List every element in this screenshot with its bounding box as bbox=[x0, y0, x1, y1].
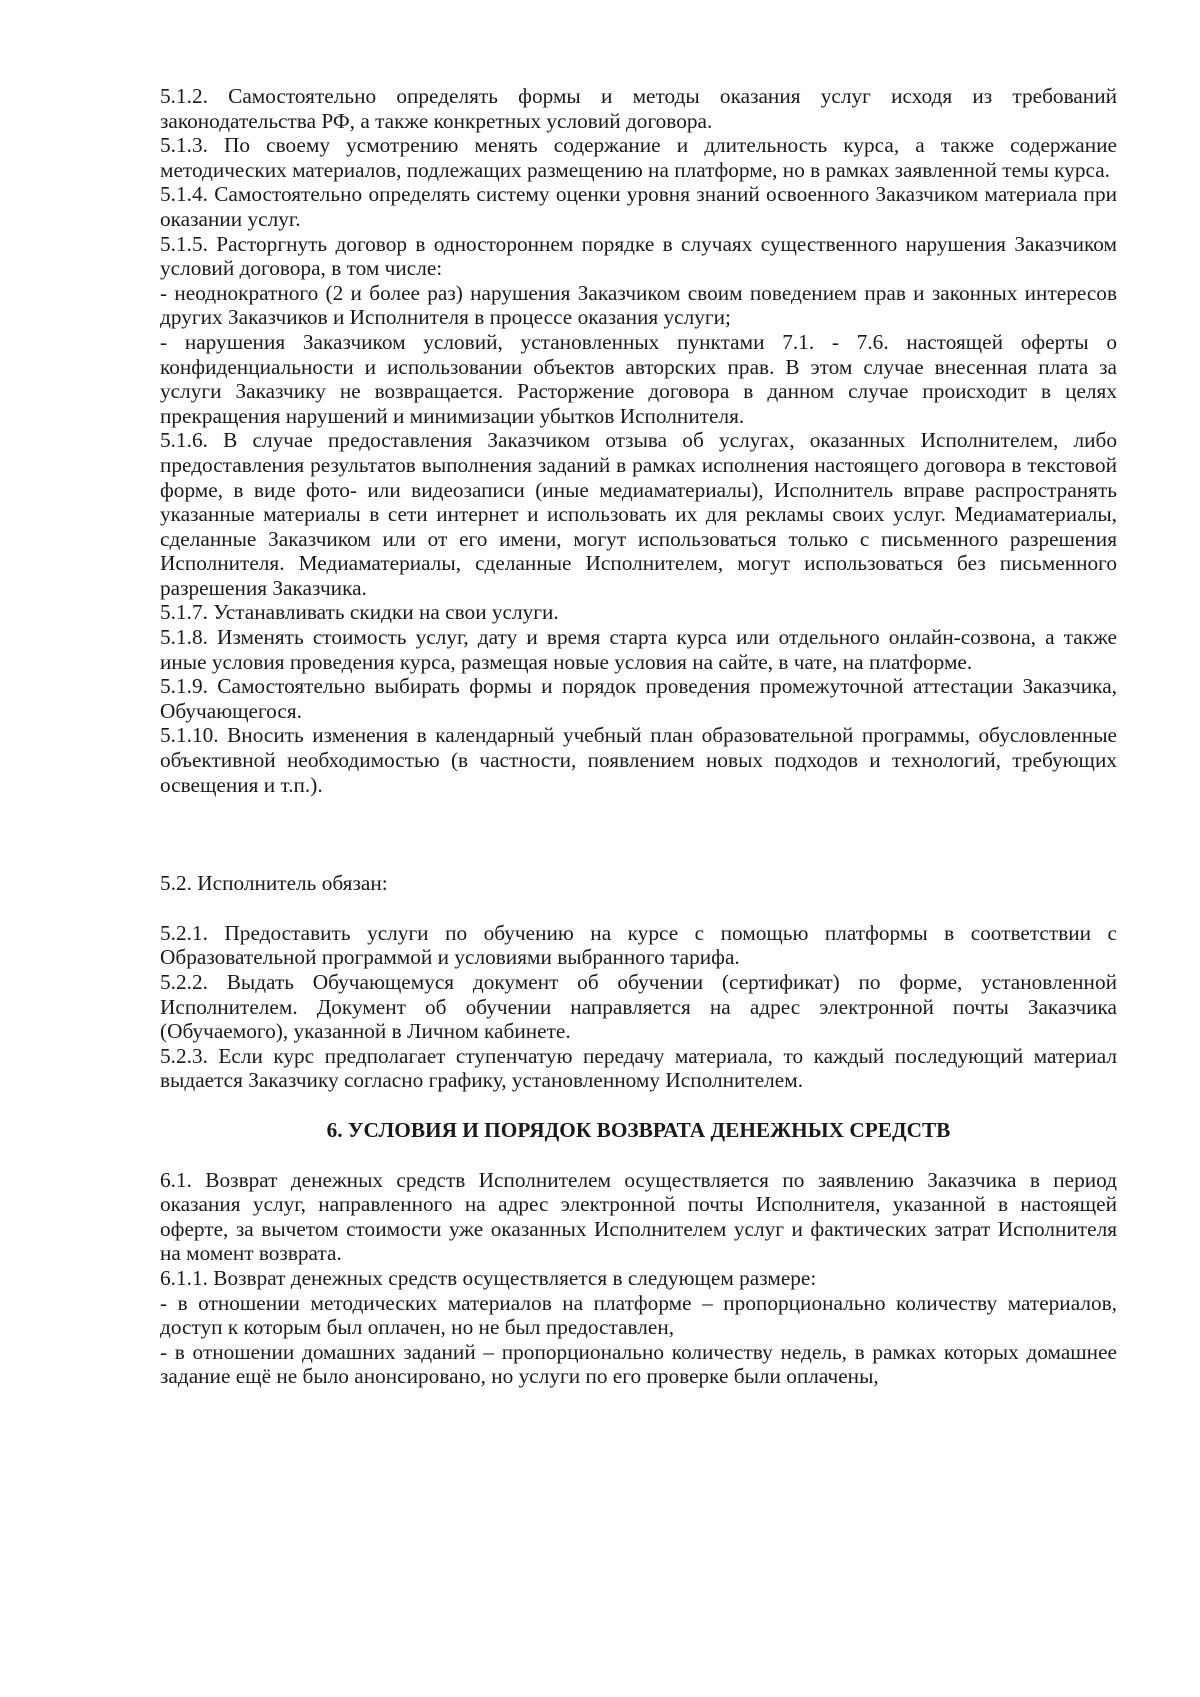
clause-5-1-9: 5.1.9. Самостоятельно выбирать формы и порядок проведения промежуточной аттестации Заказчика, Обучающегося. bbox=[160, 674, 1117, 723]
clause-6-1: 6.1. Возврат денежных средств Исполнителем осуществляется по заявлению Заказчика в период оказания услуг, направленного на адрес электронной почты Исполнителя, указанной в настоящей оферте, за вычетом стоимости уже оказанных Исполнителем услуг и фактических затрат Исполнителя на момент возврата. bbox=[160, 1167, 1117, 1266]
clause-5-1-4: 5.1.4. Самостоятельно определять систему оценки уровня знаний освоенного Заказчиком материала при оказании услуг. bbox=[160, 182, 1117, 231]
clause-5-1-5-bullet-2: - нарушения Заказчиком условий, установленных пунктами 7.1. - 7.6. настоящей оферты о конфиденциальности и использовании объектов авторских прав. В этом случае внесенная плата за услуги Заказчику не возвращается. Расторжение договора в данном случае происходит в целях прекращения нарушений и минимизации убытков Исполнителя. bbox=[160, 329, 1117, 428]
clause-6-1-1: 6.1.1. Возврат денежных средств осуществляется в следующем размере: bbox=[160, 1265, 817, 1290]
clause-6-1-1-bullet-2: - в отношении домашних заданий – пропорционально количеству недель, в рамках которых домашнее задание ещё не было анонсировано, но услуги по его проверке были оплачены, bbox=[160, 1339, 1117, 1389]
spacer bbox=[160, 1143, 1117, 1168]
clause-5-2-3: 5.2.3. Если курс предполагает ступенчатую передачу материала, то каждый последующий материал выдается Заказчику согласно графику, установленному Исполнителем. bbox=[160, 1043, 1117, 1093]
spacer bbox=[160, 896, 1117, 921]
clause-5-2-2: 5.2.2. Выдать Обучающемуся документ об обучении (сертификат) по форме, установленной Исполнителем. Документ об обучении направляется на адрес электронной почты Заказчика (Обучаемого), указанной в Личном кабинете. bbox=[160, 970, 1117, 1044]
clause-5-1-7: 5.1.7. Устанавливать скидки на свои услуги. bbox=[160, 600, 559, 625]
clause-5-1-8: 5.1.8. Изменять стоимость услуг, дату и время старта курса или отдельного онлайн-созвона, а также иные условия проведения курса, размещая новые условия на сайте, в чате, на платформе. bbox=[160, 625, 1117, 674]
clause-5-1-3: 5.1.3. По своему усмотрению менять содержание и длительность курса, а также содержание методических материалов, подлежащих размещению на платформе, но в рамках заявленной темы курса. bbox=[160, 133, 1117, 182]
section-6-heading: 6. УСЛОВИЯ И ПОРЯДОК ВОЗВРАТА ДЕНЕЖНЫХ СРЕДСТВ bbox=[326, 1117, 951, 1142]
spacer bbox=[160, 1093, 1117, 1118]
section-5-2-title: 5.2. Исполнитель обязан: bbox=[160, 871, 388, 896]
spacer bbox=[160, 846, 1117, 871]
clause-5-1-2: 5.1.2. Самостоятельно определять формы и методы оказания услуг исходя из требований законодательства РФ, а также конкретных условий договора. bbox=[160, 84, 1117, 133]
clause-5-1-6: 5.1.6. В случае предоставления Заказчиком отзыва об услугах, оказанных Исполнителем, либо предоставления результатов выполнения заданий в рамках исполнения настоящего договора в текстовой форме, в виде фото- или видеозаписи (иные медиаматериалы), Исполнитель вправе распространять указанные материалы в сети интернет и использовать их для рекламы своих услуг. Медиаматериалы, сделанные Заказчиком или от его имени, могут использоваться только с письменного разрешения Исполнителя. Медиаматериалы, сделанные Исполнителем, могут использоваться без письменного разрешения Заказчика. bbox=[160, 428, 1117, 600]
clause-5-1-5: 5.1.5. Расторгнуть договор в одностороннем порядке в случаях существенного нарушения Заказчиком условий договора, в том числе: bbox=[160, 231, 1117, 281]
clause-5-2-1: 5.2.1. Предоставить услуги по обучению на курсе с помощью платформы в соответствии с Образовательной программой и условиями выбранного тарифа. bbox=[160, 920, 1117, 970]
clause-5-1-5-bullet-1: - неоднократного (2 и более раз) нарушения Заказчиком своим поведением прав и законных интересов других Заказчиков и Исполнителя в процессе оказания услуги; bbox=[160, 280, 1117, 330]
document-page bbox=[160, 84, 1117, 1389]
clause-6-1-1-bullet-1: - в отношении методических материалов на платформе – пропорционально количеству материалов, доступ к которым был оплачен, но не был предоставлен, bbox=[160, 1290, 1117, 1340]
clause-5-1-10: 5.1.10. Вносить изменения в календарный учебный план образовательной программы, обусловленные объективной необходимостью (в частности, появлением новых подходов и технологий, требующих освещения и т.п.). bbox=[160, 723, 1117, 797]
spacer bbox=[160, 797, 1117, 846]
